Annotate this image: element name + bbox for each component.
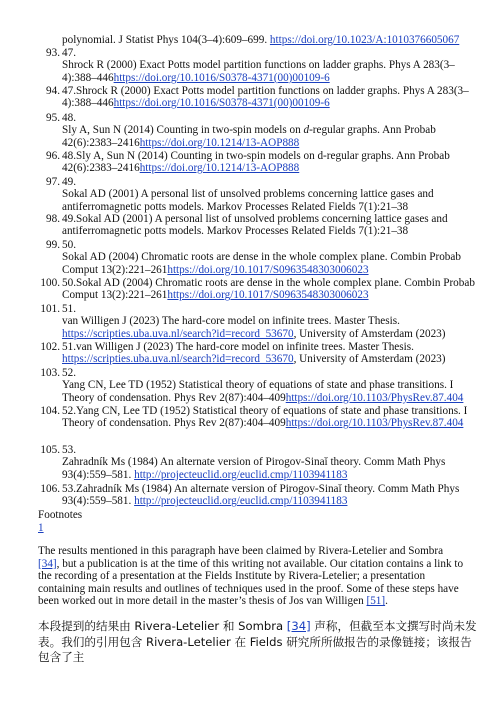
url-link[interactable]: https://scripties.uba.uva.nl/search?id=record_53670 [62,327,294,340]
doi-link[interactable]: https://doi.org/10.1016/S0378-4371(00)00109-6 [113,71,330,84]
doi-link[interactable]: https://doi.org/10.1103/PhysRev.87.404 [285,417,464,430]
ref-102: 102. 51.van Willigen J (2023) The hard-core model on infinite trees. Master Thesis. https://scripties.uba.uva.nl/search?id=record_53670, University of Amsterdam (2023) [40,341,446,366]
ref-103: 103. 52. Yang CN, Lee TD (1952) Statistical theory of equations of state and phase transitions. I Theory of condensation. Phys Rev 2(87):404–409https://doi.org/10.1103/PhysRev.87.404 [40,367,464,404]
footnotes-heading: Footnotes [38,509,83,521]
footnote-paragraph: The results mentioned in this paragraph have been claimed by Rivera-Letelier and Sombra [34], but a publication is at the time of this writing not available. Our citation contains a link to the recording of a presentation at the Fields Institute by Rivera-Letelier; a presentation containing main results and outlines of techniques used in the proof. Some of these steps have been worked out in more detail in the master’s thesis of Jos van Willigen [51]. [38,545,464,608]
doi-link[interactable]: https://doi.org/10.1017/S0963548303006023 [167,289,369,302]
ref-95: 95. 48. Sly A, Sun N (2014) Counting in two-spin models on d-regular graphs. Ann Probab 42(6):2383–2416https://doi.org/10.1214/13-AOP888 [46,112,436,149]
doi-link[interactable]: https://doi.org/10.1214/13-AOP888 [139,162,300,175]
doi-link[interactable]: https://doi.org/10.1023/A:1010376605067 [269,34,460,46]
ref-96: 96. 48.Sly A, Sun N (2014) Counting in two-spin models on d-regular graphs. Ann Probab 42(6):2383–2416https://doi.org/10.1214/13-AOP888 [46,150,450,175]
citation-link[interactable]: [34] [286,619,311,633]
doi-link[interactable]: https://doi.org/10.1016/S0378-4371(00)00109-6 [113,97,330,110]
url-link[interactable]: http://projecteuclid.org/euclid.cmp/1103941183 [134,468,348,481]
ref-97: 97. 49. Sokal AD (2001) A personal list of unsolved problems concerning lattice gases and antiferromagnetic potts models. Markov Processes Related Fields 7(1):21–38 [46,176,434,213]
url-link[interactable]: http://projecteuclid.org/euclid.cmp/1103941183 [134,495,348,508]
footnote-number-link[interactable]: 1 [38,522,44,534]
doi-link[interactable]: https://doi.org/10.1103/PhysRev.87.404 [285,391,464,404]
ref-98: 98. 49.Sokal AD (2001) A personal list of unsolved problems concerning lattice gases and antiferromagnetic potts models. Markov Processes Related Fields 7(1):21–38 [46,213,448,238]
footnote-paragraph-translation: 本段提到的结果由 Rivera-Letelier 和 Sombra [34] 声称，但截至本文撰写时尚未发表。我们的引用包含 Rivera-Letelier 在 Fields 研究所所做报告的录像链接；该报告包含了主 [38,619,477,665]
doi-link[interactable]: https://doi.org/10.1214/13-AOP888 [139,136,300,149]
ref-94: 94. 47.Shrock R (2000) Exact Potts model partition functions on ladder graphs. Phys A 283(3–4):388–446https://doi.org/10.1016/S0378-4371(00)00109-6 [46,85,469,110]
ref-104: 104. 52.Yang CN, Lee TD (1952) Statistical theory of equations of state and phase transitions. I Theory of condensation. Phys Rev 2(87):404–409https://doi.org/10.1103/PhysRev.87.404 [40,405,468,430]
ref-continuation: polynomial. J Statist Phys 104(3–4):609–699. https://doi.org/10.1023/A:1010376605067 [62,34,460,46]
citation-link[interactable]: [51] [366,595,386,608]
citation-link[interactable]: [34] [38,557,57,570]
ref-93: 93. 47. Shrock R (2000) Exact Potts model partition functions on ladder graphs. Phys A 283(3–4):388–446https://doi.org/10.1016/S0378-4371(00)00109-6 [46,47,455,84]
ref-101: 101. 51. van Willigen J (2023) The hard-core model on infinite trees. Master Thesis. https://scripties.uba.uva.nl/search?id=record_53670, University of Amsterdam (2023) [40,303,446,340]
url-link[interactable]: https://scripties.uba.uva.nl/search?id=record_53670 [62,353,294,366]
ref-99: 99. 50. Sokal AD (2004) Chromatic roots are dense in the whole complex plane. Combin Probab Comput 13(2):221–261https://doi.org/10.1017/S0963548303006023 [46,239,461,276]
ref-105: 105. 53. Zahradník Ms (1984) An alternate version of Pirogov-Sinaĭ theory. Comm Math Phys 93(4):559–581. http://projecteuclid.org/euclid.cmp/1103941183 [40,444,446,481]
doi-link[interactable]: https://doi.org/10.1017/S0963548303006023 [167,263,369,276]
ref-106: 106. 53.Zahradník Ms (1984) An alternate version of Pirogov-Sinaĭ theory. Comm Math Phys 93(4):559–581. http://projecteuclid.org/euclid.cmp/1103941183 [40,483,460,508]
ref-100: 100. 50.Sokal AD (2004) Chromatic roots are dense in the whole complex plane. Combin Probab Comput 13(2):221–261https://doi.org/10.1017/S0963548303006023 [40,277,475,302]
